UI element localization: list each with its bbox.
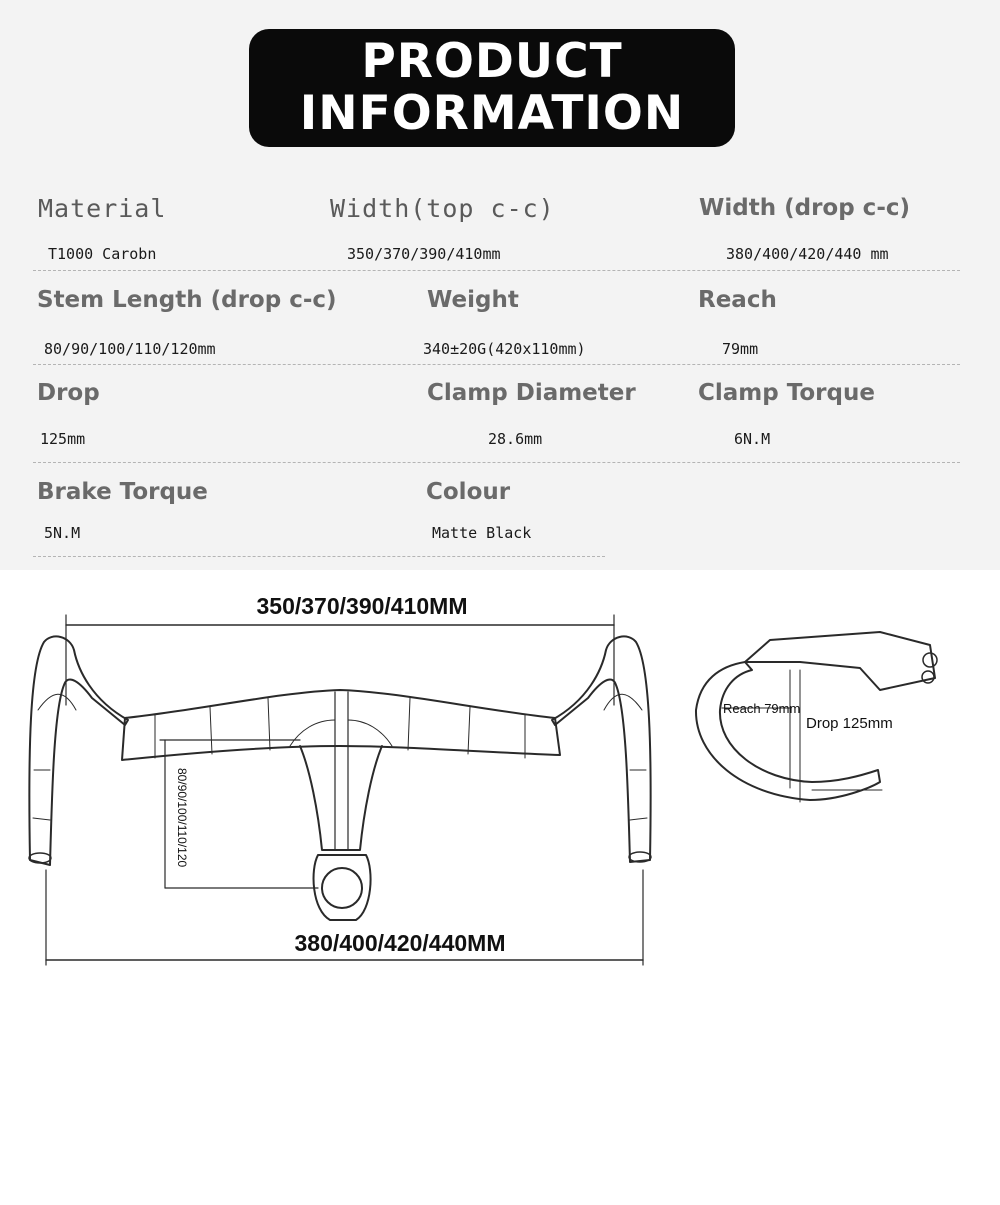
material-label: Material	[38, 194, 167, 223]
width-drop-value: 380/400/420/440 mm	[726, 245, 889, 263]
clamp-diameter-label: Clamp Diameter	[427, 380, 636, 406]
top-width-dimension-label: 350/370/390/410MM	[256, 593, 468, 619]
drop-annotation: Drop 125mm	[806, 715, 893, 732]
drop-value: 125mm	[40, 430, 86, 448]
drop-width-dimension-label: 380/400/420/440MM	[294, 930, 506, 956]
brake-torque-label: Brake Torque	[37, 479, 208, 505]
stem-length-label: Stem Length (drop c-c)	[37, 287, 337, 313]
title-line-2: INFORMATION	[299, 86, 685, 141]
stem-length-value: 80/90/100/110/120mm	[44, 340, 216, 358]
width-drop-label: Width (drop c-c)	[699, 195, 911, 221]
divider	[33, 270, 960, 271]
title-badge	[249, 29, 735, 147]
title-line-1: PRODUCT	[361, 34, 623, 89]
brake-torque-value: 5N.M	[44, 524, 81, 542]
reach-label: Reach	[698, 287, 777, 313]
handlebar-drawing	[0, 570, 1000, 1200]
right-drop-outline	[552, 636, 651, 862]
divider	[33, 364, 960, 365]
drop-label: Drop	[37, 380, 100, 406]
tops-outline	[122, 690, 560, 760]
stem-length-dimension-label: 80/90/100/110/120	[175, 768, 189, 868]
clamp-torque-label: Clamp Torque	[698, 380, 875, 406]
reach-value: 79mm	[722, 340, 759, 358]
width-top-value: 350/370/390/410mm	[347, 245, 501, 263]
side-profile-stem	[745, 632, 935, 690]
clamp-diameter-value: 28.6mm	[488, 430, 543, 448]
handlebar-line-drawing	[0, 570, 1000, 1200]
weight-value: 340±20G(420x110mm)	[423, 340, 586, 358]
reach-annotation: Reach 79mm	[723, 701, 801, 716]
width-top-label: Width(top c-c)	[330, 194, 555, 223]
divider	[33, 462, 960, 463]
left-drop-outline	[29, 636, 128, 865]
spec-panel	[0, 0, 1000, 570]
colour-value: Matte Black	[432, 524, 532, 542]
material-value: T1000 Carobn	[48, 245, 157, 263]
stem-outline	[300, 746, 382, 850]
colour-label: Colour	[426, 479, 511, 505]
weight-label: Weight	[427, 287, 519, 313]
divider	[33, 556, 605, 557]
clamp-torque-value: 6N.M	[734, 430, 771, 448]
